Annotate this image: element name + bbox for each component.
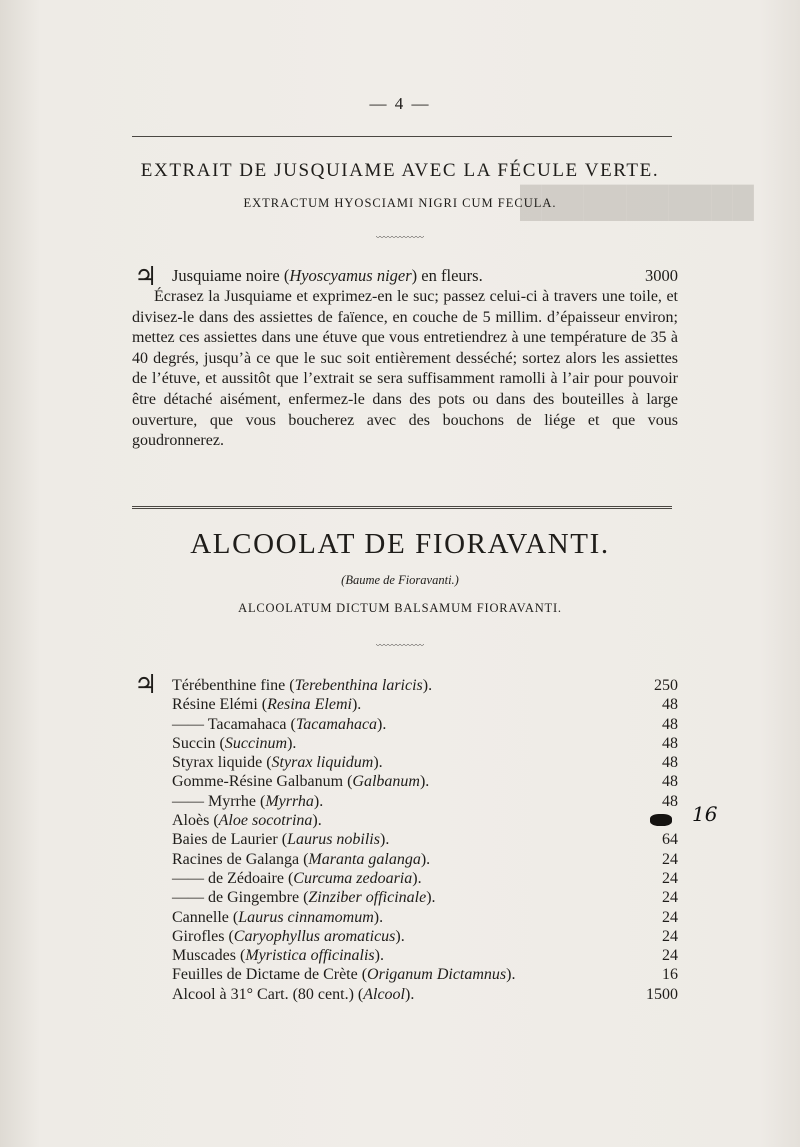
- ingredient-list: [172, 676, 718, 1004]
- section2-title: ALCOOLAT DE FIORAVANTI.: [190, 528, 610, 560]
- ingredient-latin-name: Styrax liquidum: [271, 754, 374, 772]
- ingredient-row-name: Térébenthine fine (Terebenthina laricis).: [172, 677, 433, 694]
- ingredient-row-name: Feuilles de Dictame de Crète (Origanum Dictamnus).: [172, 966, 516, 984]
- ingredient-row: [172, 772, 678, 791]
- ingredient-common-name: Gomme-Résine Galbanum: [172, 773, 344, 791]
- ingredient-row: [172, 869, 678, 888]
- ingredient-common-name: Cannelle: [172, 908, 229, 926]
- ingredient-quantity: 48: [662, 696, 678, 714]
- ingredient-quantity: 1500: [646, 985, 678, 1003]
- bleed-through-heading: ███████████: [520, 186, 754, 219]
- ingredient-row: [172, 715, 678, 734]
- ingredient-quantity: 24: [662, 869, 678, 887]
- ingredient-latin-name: Zinziber officinale: [308, 889, 427, 907]
- ingredient-quantity: 250: [654, 677, 678, 694]
- ingredient-quantity: 24: [662, 889, 678, 907]
- ingredient-latin-name: Curcuma zedoaria: [293, 869, 413, 887]
- ingredient-latin: Hyoscyamus niger: [289, 266, 412, 285]
- ingredient-common-name: Muscades: [172, 947, 236, 965]
- ingredient-row-name: —— de Zédoaire (Curcuma zedoaria).: [172, 869, 422, 887]
- section1-instructions: Écrasez la Jusquiame et exprimez-en le suc; passez celui-ci à travers une toile, et divisez-le dans des assiettes de faïence, en couche de 5 millim. d’épaisseur environ; mettez ces assiettes dans une étuve que vous entretiendrez à une température de 35 à 40 degrés, jusqu’à ce que le suc soit entièrement desséché; sortez alors les assiettes de l’étuve, et aussitôt que l’extrait se sera suffisamment ramolli à l’air pour pouvoir être détaché aisément, enfermez-le dans des pots ou dans des bouteilles à large ouverture, que vous boucherez avec des bouchons de liége et que vous goudronnerez.: [132, 288, 678, 450]
- ingredient-quantity: 48: [662, 792, 678, 810]
- ingredient-row-name: Girofles (Caryophyllus aromaticus).: [172, 927, 405, 945]
- ingredient-quantity: 48: [662, 754, 678, 772]
- ingredient-latin-name: Resina Elemi: [267, 696, 352, 714]
- ingredient-latin-name: Maranta galanga: [308, 850, 421, 868]
- ingredient-row: [172, 927, 678, 946]
- ingredient-row: [172, 965, 678, 984]
- ingredient-common-name: Succin: [172, 734, 216, 752]
- ingredient-latin-name: Laurus nobilis: [287, 831, 380, 849]
- ingredient-quantity: 64: [662, 831, 678, 849]
- ingredient-row: [172, 830, 678, 849]
- ingredient-row-name: Muscades (Myristica officinalis).: [172, 947, 384, 965]
- ingredient-latin-name: Galbanum: [352, 773, 420, 791]
- recipe-symbol: ♃: [134, 262, 158, 291]
- ingredient-row-name: Styrax liquide (Styrax liquidum).: [172, 754, 383, 772]
- ingredient-row-name: Aloès (Aloe socotrina).: [172, 812, 322, 830]
- ingredient-row-name: Baies de Laurier (Laurus nobilis).: [172, 831, 390, 849]
- ingredient-common-name: Baies de Laurier: [172, 831, 278, 849]
- ingredient-latin-name: Terebenthina laricis: [294, 677, 423, 694]
- ingredient-row-name: Gomme-Résine Galbanum (Galbanum).: [172, 773, 430, 791]
- ornament-divider-2: 〰〰〰〰〰〰: [376, 641, 424, 650]
- ingredient-quantity: 48: [662, 734, 678, 752]
- ingredient-common-name: Alcool à 31° Cart. (80 cent.): [172, 985, 354, 1003]
- ingredient-row-name: —— Myrrhe (Myrrha).: [172, 792, 324, 810]
- section1-title: EXTRAIT DE JUSQUIAME AVEC LA FÉCULE VERTE.: [140, 160, 660, 181]
- ingredient-latin-name: Alcool: [363, 985, 405, 1003]
- ingredient-common-name: Térébenthine fine: [172, 677, 286, 694]
- ingredient-quantity: 24: [662, 947, 678, 965]
- ingredient-common-name: Résine Elémi: [172, 696, 258, 714]
- ingredient-name: Jusquiame noire: [172, 266, 280, 285]
- ingredient-row: [172, 792, 678, 811]
- recipe-symbol-2: ♃: [134, 670, 158, 699]
- ingredient-row: [172, 802, 718, 830]
- top-rule: [132, 136, 672, 137]
- ingredient-latin-name: Origanum Dictamnus: [367, 966, 507, 984]
- ingredient-common-name: —— Tacamahaca: [172, 715, 287, 733]
- ingredient-common-name: Girofles: [172, 927, 225, 945]
- ingredient-row-name: Cannelle (Laurus cinnamomum).: [172, 908, 384, 926]
- ingredient-row-name: Résine Elémi (Resina Elemi).: [172, 696, 362, 714]
- ingredient-detail: en fleurs.: [421, 266, 483, 285]
- ingredient-row: [172, 946, 678, 965]
- ingredient-quantity: 48: [662, 773, 678, 791]
- section1-latin-title: EXTRACTUM HYOSCIAMI NIGRI CUM FECULA.: [243, 196, 557, 210]
- ingredient-quantity: 24: [662, 927, 678, 945]
- ingredient-latin-name: Caryophyllus aromaticus: [233, 927, 396, 945]
- handwritten-note: 16: [692, 802, 718, 827]
- ingredient-latin-name: Laurus cinnamomum: [238, 908, 374, 926]
- ingredient-latin-name: Aloe socotrina: [218, 812, 313, 830]
- ingredient-row: [172, 908, 678, 927]
- ingredient-row-name: —— de Gingembre (Zinziber officinale).: [172, 889, 436, 907]
- ingredient-common-name: Styrax liquide: [172, 754, 263, 772]
- page-number: — 4 —: [369, 94, 431, 113]
- ingredient-common-name: —— de Gingembre: [172, 889, 300, 907]
- section-divider: [132, 506, 672, 509]
- ornament-divider: 〰〰〰〰〰〰: [376, 233, 424, 242]
- ingredient-latin-name: Tacamahaca: [295, 715, 378, 733]
- ingredient-row-name: —— Tacamahaca (Tacamahaca).: [172, 715, 387, 733]
- ingredient-quantity: 24: [662, 908, 678, 926]
- section2-latin-title: ALCOOLATUM DICTUM BALSAMUM FIORAVANTI.: [238, 601, 562, 615]
- ink-blot: [650, 814, 672, 826]
- ingredient-row-name: Alcool à 31° Cart. (80 cent.) (Alcool).: [172, 985, 415, 1003]
- ingredient-common-name: Racines de Galanga: [172, 850, 300, 868]
- ingredient-row-name: Succin (Succinum).: [172, 734, 297, 752]
- ingredient-quantity: 24: [662, 850, 678, 868]
- ingredient-row: [172, 850, 678, 869]
- ingredient-quantity: 16: [662, 966, 678, 984]
- ingredient-row: [172, 985, 678, 1004]
- section2-alt-name: (Baume de Fioravanti.): [341, 573, 459, 587]
- ingredient-row: [172, 734, 678, 753]
- section1-ingredient: Jusquiame noire (Hyoscyamus niger) en fleurs. 3000: [172, 266, 678, 285]
- ingredient-amount: 3000: [645, 266, 678, 285]
- ingredient-row: [172, 753, 678, 772]
- ingredient-row: [172, 676, 678, 695]
- ingredient-latin-name: Myristica officinalis: [245, 947, 375, 965]
- ingredient-common-name: Aloès: [172, 812, 210, 830]
- ingredient-row: [172, 695, 678, 714]
- ingredient-common-name: Feuilles de Dictame de Crète: [172, 966, 358, 984]
- ingredient-row: [172, 888, 678, 907]
- ingredient-common-name: —— de Zédoaire: [172, 869, 284, 887]
- ingredient-quantity: 48: [662, 715, 678, 733]
- ingredient-latin-name: Myrrha: [265, 792, 314, 810]
- ingredient-latin-name: Succinum: [224, 734, 288, 752]
- ingredient-row-name: Racines de Galanga (Maranta galanga).: [172, 850, 431, 868]
- ingredient-common-name: —— Myrrhe: [172, 792, 256, 810]
